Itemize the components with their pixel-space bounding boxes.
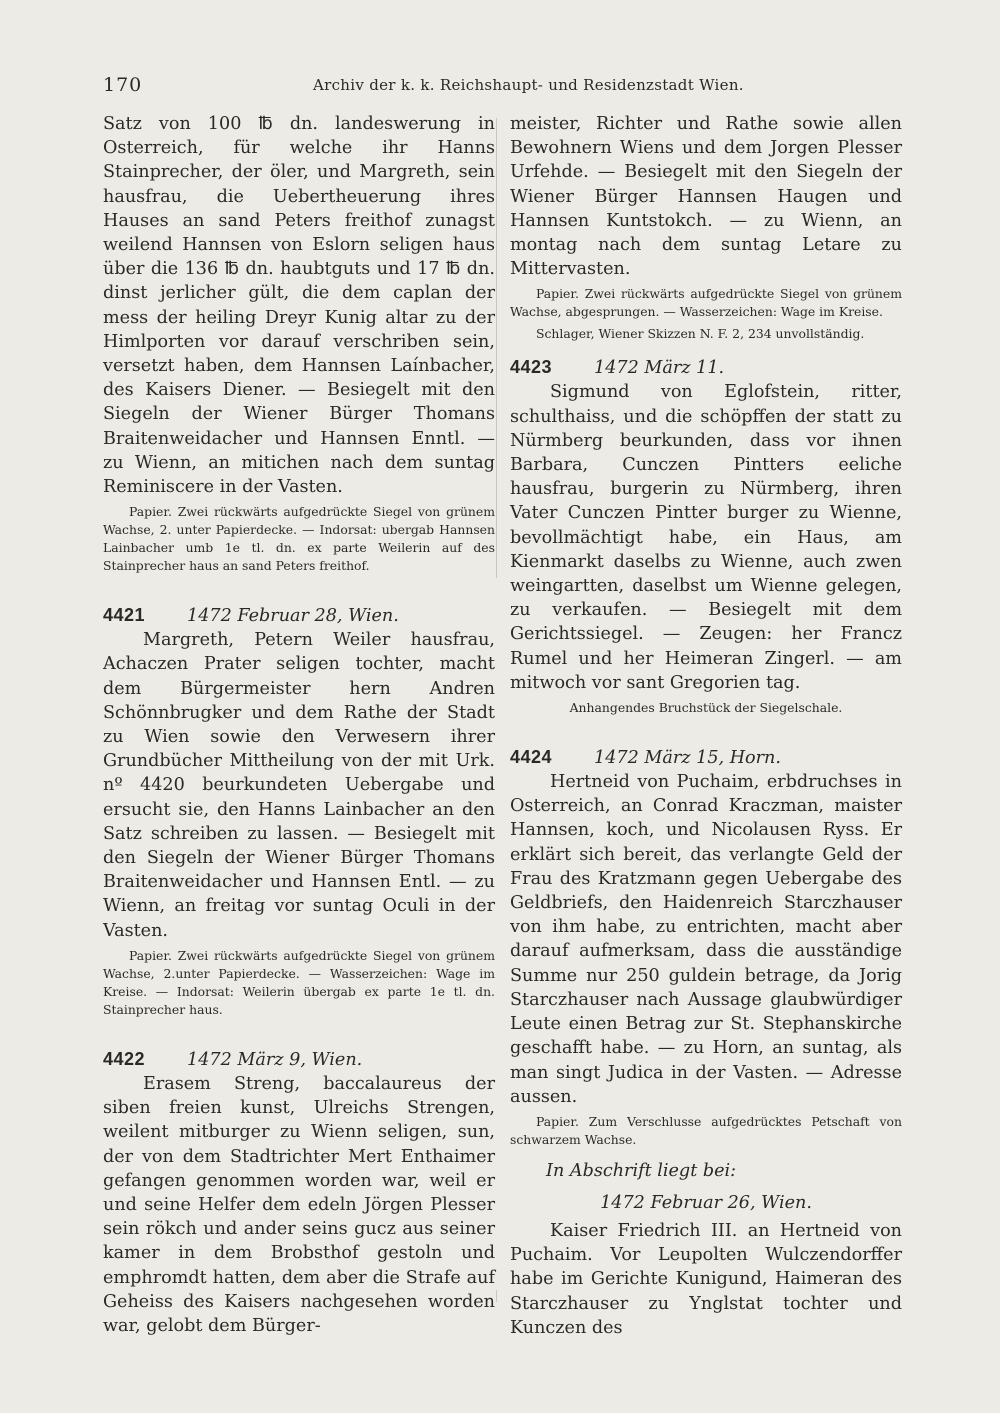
entry-number: 4422 [103,1048,146,1069]
column-divider [496,1290,497,1302]
entry-4421-heading [103,605,495,626]
page-number: 170 [103,74,143,96]
entry-4423-note: Anhangendes Bruchstück der Siegelschale. [569,700,843,716]
entry-number: 4421 [103,605,146,626]
entry-date: 1472 März 15, Horn. [594,748,781,769]
entry-number: 4423 [510,357,553,378]
literature-note: Schlager, Wiener Skizzen N. F. 2, 234 unvollständig. [536,326,865,342]
page-header [103,74,898,98]
continued-entry-text: meister, Richter und Rathe sowie allen Bewohnern Wiens und dem Jorgen Plesser Urfehde. — Besiegelt mit den Siegeln der Wiener Bürger Hannsen Haugen und Hannsen Kuntstokch. — zu Wienn, an montag nach dem suntag Letare zu Mittervasten. [510,114,902,280]
entry-4422-heading [103,1049,495,1070]
entry-4421-note: Papier. Zwei rückwärts aufgedrückte Siegel von grünem Wachse, 2.unter Papierdecke. — Wasserzeichen: Wage im Kreise. — Indorsat: Weilerin übergab ex parte 1e tl. dn. Stainprecher haus. [103,947,495,1017]
running-title: Archiv der k. k. Reichshaupt- und Residenzstadt Wien. [313,76,744,94]
entry-number: 4424 [510,747,553,768]
entry-4424-note: Papier. Zum Verschlusse aufgedrücktes Petschaft von schwarzem Wachse. [510,1113,902,1147]
entry-4422-text: Erasem Streng, baccalaureus der siben freien kunst, Ulreichs Strengen, weilent mitburger zu Wienn seligen, sun, der von dem Stadtrichter Mert Enthaimer gefangen genommen worden war, weil er und seine Helfer dem edeln Jörgen Plesser sein rökch und ander seins gucz aus seiner kamer in dem Brobsthof gestoln und emphromdt hatten, dem aber die Strafe auf Geheiss des Kaisers nachgesehen worden war, gelobt dem Bürger- [103,1073,495,1336]
entry-4424-text: Hertneid von Puchaim, erbdruchses in Osterreich, an Conrad Kraczman, maister Hannsen, koch, und Nicolausen Ryss. Er erklärt sich bereit, das verlangte Geld der Frau des Kratzmann gegen Uebergabe des Geldbriefs, den Haidenreich Starczhauser von ihm habe, zu entrichten, macht aber darauf aufmerksam, dass die ausständige Summe nur 250 guldein betrage, da Jorig Starczhauser nach Aussage glaubwürdiger Leute einen Betrag zur St. Stephanskirche geschafft habe. — zu Horn, an suntag, als man singt Judica in der Vasten. — Adresse aussen. [510,772,902,1107]
entry-4423-heading [510,357,902,378]
continued-entry-text: Satz von 100 ℔ dn. landeswerung in Osterreich, für welche ihr Hanns Stainprecher, der öler, und Margreth, sein hausfrau, die Uebertheuerung ihres Hauses an sand Peters freithof zunagst weilend Hannsen von Eslorn seligen haus über die 136 ℔ dn. haubtguts und 17 ℔ dn. dinst jerlicher gült, die dem caplan der mess der heiling Dreyr Kunig altar zu der Himlporten vor darauf verschriben sein, versetzt haben, dem Hannsen Laínbacher, des Kaisers Diener. — Besiegelt mit den Siegeln der Wiener Bürger Thomans Braitenweidacher und Hannsen Enntl. — zu Wienn, an mitichen nach dem suntag Reminiscere in der Vasten. [103,114,495,498]
entry-4424-heading [510,747,902,768]
copy-date: 1472 Februar 26, Wien. [600,1192,812,1213]
continued-entry-note: Papier. Zwei rückwärts aufgedrückte Siegel von grünem Wachse, 2. unter Papierdecke. — Indorsat: ubergab Hannsen Lainbacher umb 1e tl. dn. ex parte Weilerin auf des Stainprecher haus an sand Peters freithof. [103,504,495,574]
continued-entry-note: Papier. Zwei rückwärts aufgedrückte Siegel von grünem Wachse, abgesprungen. — Wasserzeichen: Wage im Kreise. [510,286,902,320]
left-column [103,112,495,1338]
entry-date: 1472 März 9, Wien. [187,1049,363,1070]
entry-date: 1472 März 11. [594,358,725,379]
copy-label: In Abschrift liegt bei: [546,1160,737,1181]
copy-text: Kaiser Friedrich III. an Hertneid von Puchaim. Vor Leupolten Wulczendorffer habe im Gerichte Kunigund, Haimeran des Starczhauser zu Ynglstat tochter und Kunczen des [510,1220,902,1338]
entry-4421-text: Margreth, Petern Weiler hausfrau, Achaczen Prater seligen tochter, macht dem Bürgermeister hern Andren Schönnbrugker und dem Rathe der Stadt zu Wien sowie den Verwesern ihrer Grundbücher Mittheilung von der mit Urk. nº 4420 beurkundeten Uebergabe und ersucht sie, den Hanns Lainbacher an den Satz schreiben zu lassen. — Besiegelt mit den Siegeln der Wiener Bürger Thomans Braitenweidacher und Hannsen Entl. — zu Wienn, an freitag vor suntag Oculi in der Vasten. [103,630,495,941]
right-column [510,112,902,1340]
entry-date: 1472 Februar 28, Wien. [187,606,399,627]
entry-4423-text: Sigmund von Eglofstein, ritter, schulthaiss, und die schöpffen der statt zu Nürmberg beurkunden, dass vor ihnen Barbara, Cunczen Pintters eeliche hausfrau, burgerin zu Nürmberg, ihren Vater Cunczen Pintter burger zu Wienne, bevollmächtigt habe, ein Haus, am Kienmarkt daselbs zu Wienne, auch zwen weingartten, daselbst um Wienne gelegen, zu verkaufen. — Besiegelt mit dem Gerichtssiegel. — Zeugen: her Francz Rumel und her Heimeran Zingerl. — am mitwoch vor sant Gregorien tag. [510,382,902,693]
column-divider [496,118,497,578]
